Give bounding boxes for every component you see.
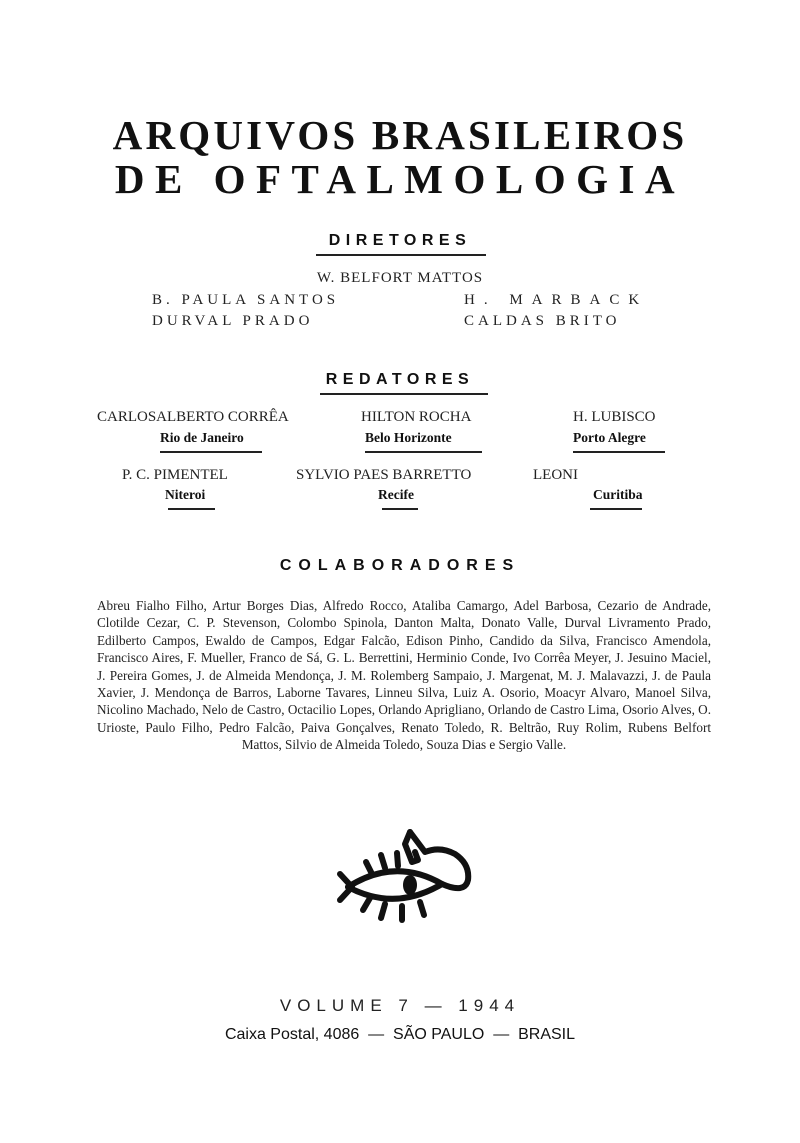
redator-city: Recife: [378, 487, 414, 502]
redator-city: Curitiba: [593, 487, 643, 502]
redator-name: HILTON ROCHA: [361, 409, 472, 425]
city-underline: [168, 508, 215, 510]
volume-line: VOLUME 7 — 1944: [279, 996, 521, 1015]
address-line: Caixa Postal, 4086 — SÃO PAULO — BRASIL: [224, 1026, 576, 1043]
diretor-left-2: DURVAL PRADO: [152, 313, 314, 329]
redatores-rule: [320, 393, 488, 395]
redator-name: P. C. PIMENTEL: [122, 467, 228, 483]
city-underline: [590, 508, 642, 510]
diretor-chief: W. BELFORT MATTOS: [316, 270, 484, 286]
redator-city: Porto Alegre: [573, 430, 646, 445]
journal-title-line-1: ARQUIVOS BRASILEIROS: [112, 112, 688, 158]
redator-city: Belo Horizonte: [365, 430, 452, 445]
redator-name: CARLOSALBERTO CORRÊA: [97, 409, 289, 425]
redator-city: Niteroi: [165, 487, 206, 502]
redator-city: Rio de Janeiro: [160, 430, 244, 445]
redatores-heading: REDATORES: [325, 371, 475, 388]
diretor-left-1: B. PAULA SANTOS: [152, 292, 340, 308]
diretores-rule: [316, 254, 486, 256]
diretor-right-2: CALDAS BRITO: [464, 313, 621, 329]
colaboradores-heading: COLABORADORES: [279, 557, 521, 574]
eye-fish-emblem-icon: [330, 822, 480, 942]
redator-name: H. LUBISCO: [573, 409, 656, 425]
diretores-heading: DIRETORES: [328, 232, 472, 249]
colaboradores-list: Abreu Fialho Filho, Artur Borges Dias, Alfredo Rocco, Ataliba Camargo, Adel Barbosa, Cezario de Andrade, Clotilde Cezar, C. P. Stevenson, Colombo Spinola, Danton Malta, Donato Valle, Durval Livramento Prado, Edilberto Campos, Ewaldo de Campos, Edgar Falcão, Edison Pinho, Candido da Silva, Francisco Amendola, Francisco Aires, F. Mueller, Franco de Sá, G. L. Berrettini, Herminio Conde, Ivo Corrêa Meyer, J. Jesuino Maciel, J. Pereira Gomes, J. de Almeida Mendonça, J. M. Rolemberg Sampaio, J. Margenat, M. J. Malavazzi, J. de Paula Xavier, J. Mendonça de Barros, Laborne Tavares, Linneu Silva, Luiz A. Osorio, Moacyr Alvaro, Manoel Silva, Nicolino Machado, Nelo de Castro, Octacilio Lopes, Orlando Aprigliano, Orlando de Castro Lima, Osorio Alves, O. Urioste, Paulo Filho, Pedro Falcão, Paiva Gonçalves, Renato Toledo, R. Beltrão, Ruy Rolim, Rubens Belfort Mattos, Silvio de Almeida Toledo, Souza Dias e Sergio Valle.: [97, 598, 711, 753]
city-underline: [382, 508, 418, 510]
city-underline: [365, 451, 482, 453]
journal-title-line-2: DE OFTALMOLOGIA: [114, 156, 686, 202]
redator-name: SYLVIO PAES BARRETTO: [296, 467, 472, 483]
city-underline: [160, 451, 262, 453]
diretor-right-1: H. MARBACK: [464, 292, 649, 308]
redator-name: LEONI: [533, 467, 578, 483]
city-underline: [573, 451, 665, 453]
